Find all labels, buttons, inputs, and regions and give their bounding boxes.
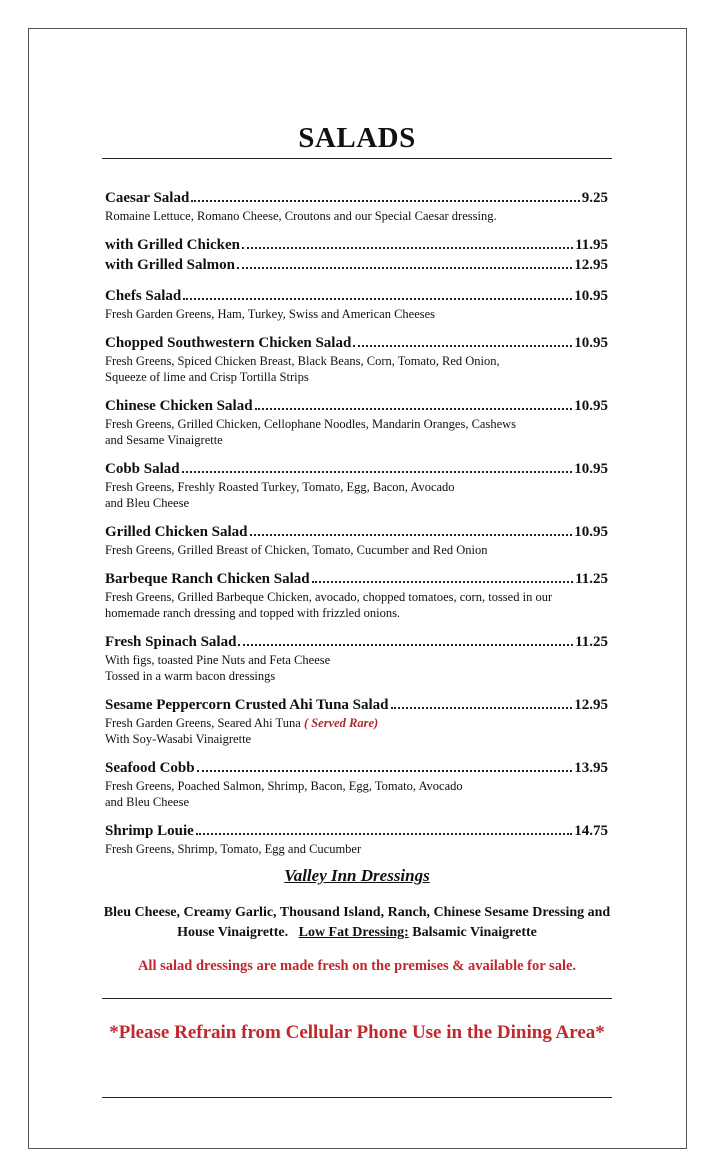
- menu-item-description: [105, 652, 608, 668]
- dot-leader: [353, 345, 572, 347]
- menu-item-description: [105, 715, 608, 731]
- menu-item-price: 13.95: [574, 760, 608, 776]
- lowfat-label: Low Fat Dressing:: [298, 925, 409, 940]
- menu-item-header: [105, 188, 608, 208]
- menu-item-header: [105, 333, 608, 353]
- description-text: Fresh Greens, Spiced Chicken Breast, Black Beans, Corn, Tomato, Red Onion,: [105, 354, 500, 368]
- menu-item-description: [105, 668, 608, 684]
- salad-menu-list: [105, 188, 608, 868]
- menu-item-price: 10.95: [574, 398, 608, 414]
- description-text: homemade ranch dressing and topped with frizzled onions.: [105, 606, 401, 620]
- menu-item: [105, 188, 608, 224]
- description-text: Romaine Lettuce, Romano Cheese, Croutons and our Special Caesar dressing.: [105, 209, 497, 223]
- menu-item-price: 14.75: [574, 823, 608, 839]
- dot-leader: [242, 247, 573, 249]
- description-text: Fresh Greens, Poached Salmon, Shrimp, Bacon, Egg, Tomato, Avocado: [105, 779, 463, 793]
- menu-item-price: 9.25: [581, 190, 608, 206]
- menu-item-description: [105, 731, 608, 747]
- lowfat-value: Balsamic Vinaigrette: [412, 925, 537, 940]
- menu-item: [105, 758, 608, 810]
- menu-item-header: [105, 255, 608, 275]
- menu-item-description: [105, 605, 608, 621]
- menu-item-header: [105, 632, 608, 652]
- menu-item-header: [105, 821, 608, 841]
- menu-item-description: [105, 208, 608, 224]
- menu-item-name: with Grilled Chicken: [105, 237, 241, 253]
- menu-item-name: Chefs Salad: [105, 288, 182, 304]
- description-text: and Sesame Vinaigrette: [105, 433, 223, 447]
- description-text: and Bleu Cheese: [105, 496, 190, 510]
- description-text: Squeeze of lime and Crisp Tortilla Strips: [105, 370, 309, 384]
- menu-item-header: [105, 396, 608, 416]
- dot-leader: [183, 298, 572, 300]
- description-text: Tossed in a warm bacon dressings: [105, 669, 276, 683]
- divider: [102, 158, 612, 159]
- menu-item-price: 11.25: [575, 634, 608, 650]
- menu-item-name: Sesame Peppercorn Crusted Ahi Tuna Salad: [105, 697, 389, 713]
- menu-item-name: Chopped Southwestern Chicken Salad: [105, 335, 352, 351]
- menu-item-description: [105, 306, 608, 322]
- menu-item-description: [105, 416, 608, 432]
- menu-item-name: Seafood Cobb: [105, 760, 195, 776]
- menu-item-description: [105, 794, 608, 810]
- menu-item: [105, 396, 608, 448]
- menu-item-name: Chinese Chicken Salad: [105, 398, 253, 414]
- menu-item-header: [105, 758, 608, 778]
- menu-item-description: [105, 841, 608, 857]
- description-text: Fresh Greens, Shrimp, Tomato, Egg and Cucumber: [105, 842, 362, 856]
- served-rare-note: ( Served Rare): [303, 716, 379, 730]
- menu-item-name: Cobb Salad: [105, 461, 180, 477]
- divider: [102, 998, 612, 999]
- menu-item-header: [105, 286, 608, 306]
- menu-item: [105, 821, 608, 857]
- description-text: Fresh Greens, Freshly Roasted Turkey, Tomato, Egg, Bacon, Avocado: [105, 480, 455, 494]
- dot-leader: [238, 644, 573, 646]
- menu-item-name: Grilled Chicken Salad: [105, 524, 248, 540]
- description-text: With figs, toasted Pine Nuts and Feta Cheese: [105, 653, 331, 667]
- menu-item-header: [105, 569, 608, 589]
- dot-leader: [191, 200, 579, 202]
- menu-item: [105, 255, 608, 275]
- menu-item-price: 12.95: [574, 697, 608, 713]
- dot-leader: [197, 770, 573, 772]
- description-text: and Bleu Cheese: [105, 795, 190, 809]
- menu-item-price: 11.95: [575, 237, 608, 253]
- dot-leader: [237, 267, 572, 269]
- menu-item-description: [105, 353, 608, 369]
- menu-item-name: Barbeque Ranch Chicken Salad: [105, 571, 310, 587]
- menu-item-header: [105, 695, 608, 715]
- menu-item-description: [105, 479, 608, 495]
- menu-item-description: [105, 369, 608, 385]
- phone-notice: *Please Refrain from Cellular Phone Use in the Dining Area*: [109, 1022, 605, 1043]
- menu-item-price: 12.95: [574, 257, 608, 273]
- dressings-options: Bleu Cheese, Creamy Garlic, Thousand Island, Ranch, Chinese Sesame Dressing and House Vinaigrette.: [103, 905, 611, 940]
- menu-item: [105, 286, 608, 322]
- dressings-list: [90, 903, 624, 943]
- menu-item-price: 11.25: [575, 571, 608, 587]
- menu-item: [105, 333, 608, 385]
- menu-item: [105, 522, 608, 558]
- dot-leader: [255, 408, 573, 410]
- dressings-fresh-note: All salad dressings are made fresh on the premises & available for sale.: [137, 958, 577, 974]
- menu-item: [105, 235, 608, 255]
- menu-item-description: [105, 542, 608, 558]
- menu-item: [105, 632, 608, 684]
- menu-item-name: Fresh Spinach Salad: [105, 634, 237, 650]
- menu-item-header: [105, 459, 608, 479]
- menu-item-price: 10.95: [574, 524, 608, 540]
- menu-item-description: [105, 589, 608, 605]
- dot-leader: [182, 471, 573, 473]
- description-text: Fresh Garden Greens, Seared Ahi Tuna: [105, 716, 304, 730]
- menu-item-name: with Grilled Salmon: [105, 257, 236, 273]
- description-text: Fresh Garden Greens, Ham, Turkey, Swiss and American Cheeses: [105, 307, 436, 321]
- dot-leader: [196, 833, 572, 835]
- menu-item: [105, 459, 608, 511]
- dot-leader: [312, 581, 573, 583]
- menu-item-name: Shrimp Louie: [105, 823, 194, 839]
- description-text: With Soy-Wasabi Vinaigrette: [105, 732, 252, 746]
- menu-item: [105, 695, 608, 747]
- menu-item-description: [105, 432, 608, 448]
- menu-item-price: 10.95: [574, 288, 608, 304]
- menu-item-description: [105, 778, 608, 794]
- page-title: SALADS: [298, 122, 416, 154]
- dressings-heading: Valley Inn Dressings: [284, 866, 430, 885]
- menu-item: [105, 569, 608, 621]
- menu-item-description: [105, 495, 608, 511]
- menu-item-header: [105, 522, 608, 542]
- menu-item-header: [105, 235, 608, 255]
- dot-leader: [391, 707, 573, 709]
- dot-leader: [250, 534, 573, 536]
- menu-item-price: 10.95: [574, 335, 608, 351]
- menu-item-name: Caesar Salad: [105, 190, 190, 206]
- description-text: Fresh Greens, Grilled Chicken, Cellophane Noodles, Mandarin Oranges, Cashews: [105, 417, 517, 431]
- divider: [102, 1097, 612, 1098]
- description-text: Fresh Greens, Grilled Barbeque Chicken, avocado, chopped tomatoes, corn, tossed in our: [105, 590, 553, 604]
- description-text: Fresh Greens, Grilled Breast of Chicken, Tomato, Cucumber and Red Onion: [105, 543, 488, 557]
- menu-item-price: 10.95: [574, 461, 608, 477]
